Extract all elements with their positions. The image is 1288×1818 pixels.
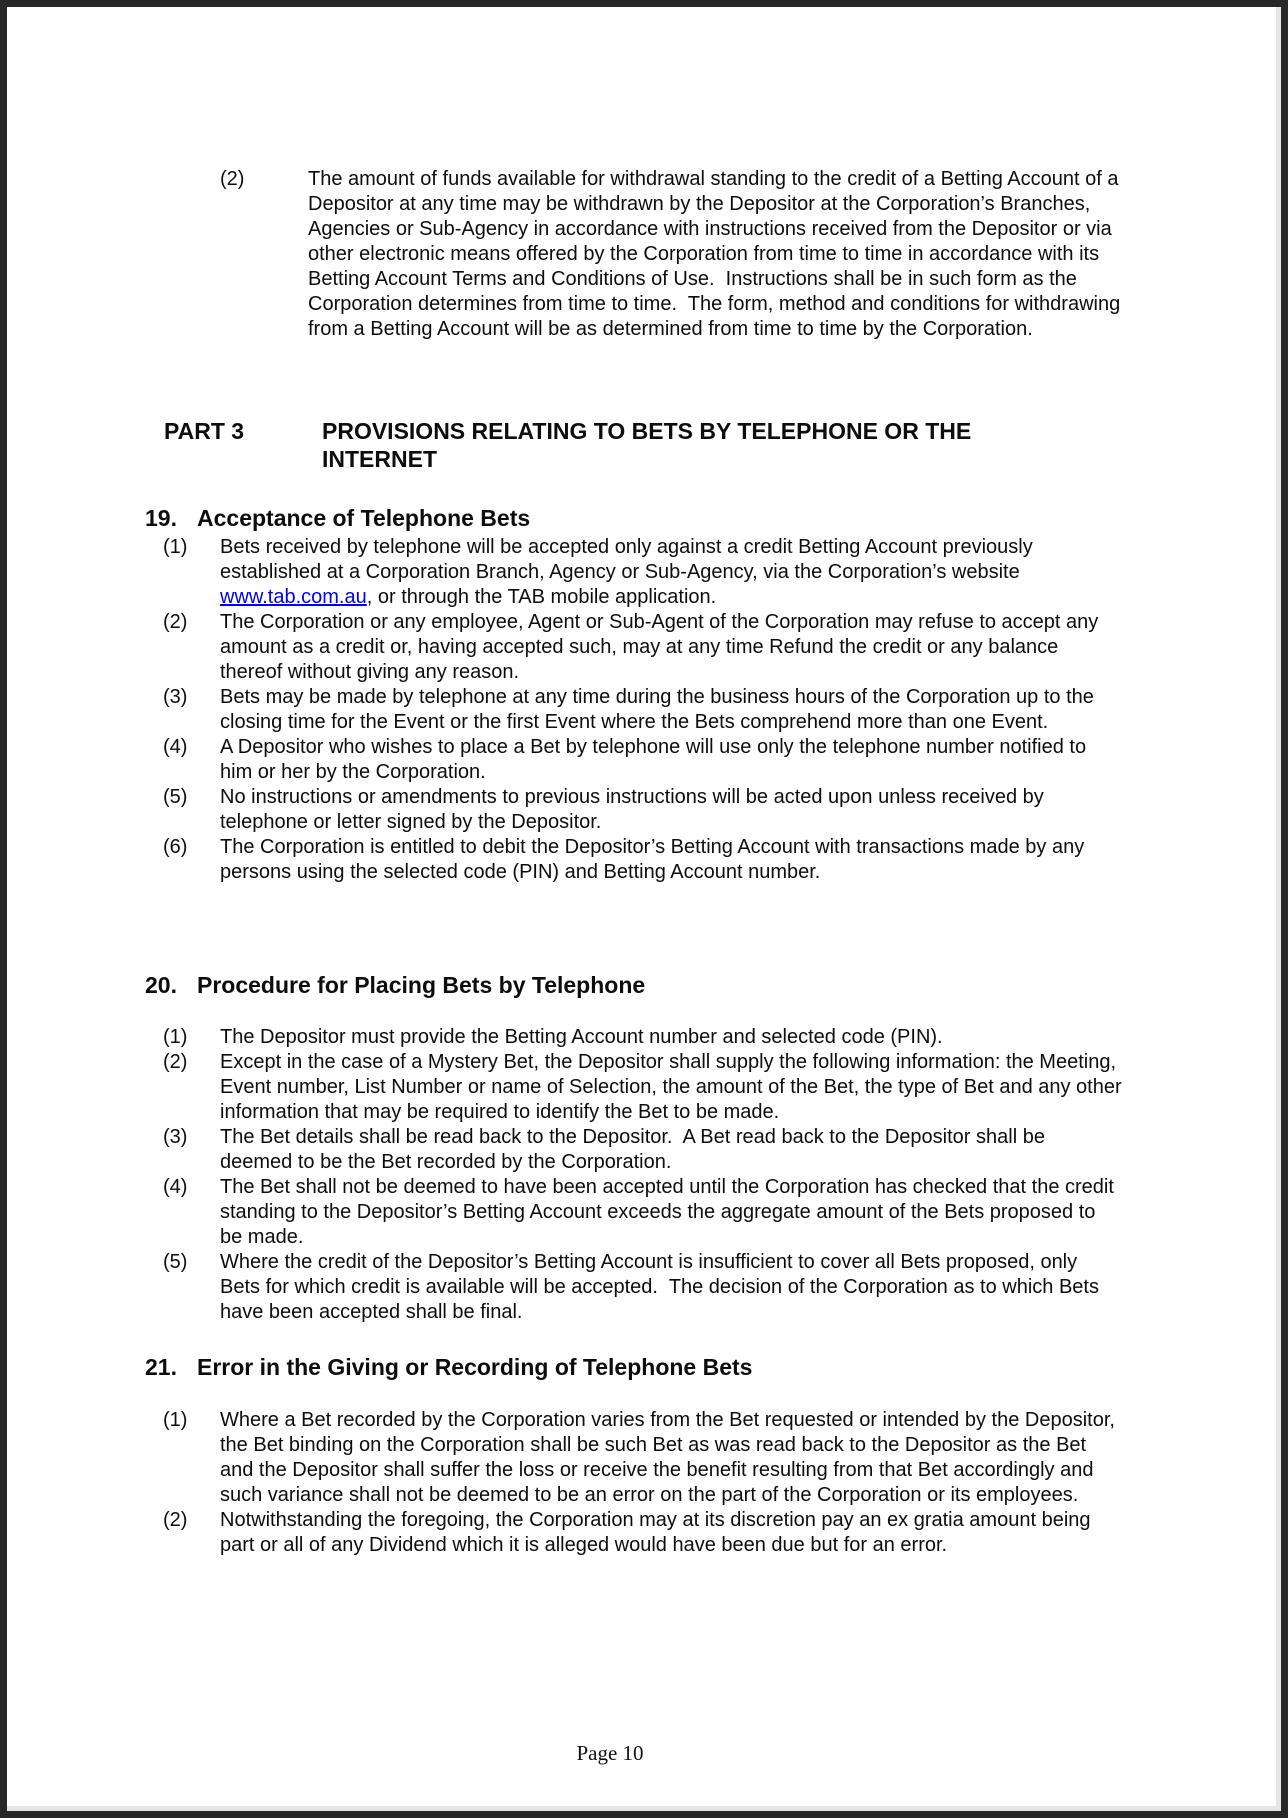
section-title: Procedure for Placing Bets by Telephone — [197, 972, 646, 998]
item-number: (5) — [163, 1251, 188, 1273]
item-number: (2) — [220, 168, 245, 190]
section-heading — [145, 971, 1281, 999]
intro-paragraph — [7, 167, 1281, 342]
list-item — [163, 1508, 1122, 1558]
page-number: Page 10 — [576, 1741, 644, 1765]
list-item — [163, 1408, 1122, 1508]
list-item — [163, 685, 1122, 735]
part-title: PROVISIONS RELATING TO BETS BY TELEPHONE OR THE INTERNET — [322, 418, 972, 472]
tab-website-link[interactable]: www.tab.com.au — [220, 586, 367, 608]
item-text-after-link: , or through the TAB mobile application. — [366, 586, 717, 608]
item-text: The Corporation is entitled to debit the Depositor’s Betting Account with transactions made by any persons using the selected code (PIN) and Betting Account number. — [220, 836, 1090, 883]
item-text: A Depositor who wishes to place a Bet by telephone will use only the telephone number notified to him or her by the Corporation. — [220, 736, 1092, 783]
section-20 — [7, 971, 1281, 1325]
item-number: (2) — [163, 611, 188, 633]
list-item — [163, 1250, 1122, 1325]
section-number: 21. — [145, 1354, 177, 1380]
item-number: (6) — [163, 836, 188, 858]
list-item — [163, 785, 1122, 835]
item-text: No instructions or amendments to previous instructions will be acted upon unless received by telephone or letter signed by the Depositor. — [220, 786, 1050, 833]
section-number: 20. — [145, 972, 177, 998]
list-item — [163, 835, 1122, 885]
item-number: (1) — [163, 1026, 188, 1048]
item-number: (3) — [163, 1126, 188, 1148]
item-text: Where a Bet recorded by the Corporation varies from the Bet requested or intended by the Depositor, the Bet binding on the Corporation shall be such Bet as was read back to the Depositor as the Bet and the Depositor shall suffer the loss or receive the benefit resulting from that Bet accordingly and such variance shall not be deemed to be an error on the part of the Corporation or its employees. — [220, 1409, 1121, 1506]
item-text: The Bet details shall be read back to the Depositor. A Bet read back to the Depositor shall be deemed to be the Bet recorded by the Corporation. — [220, 1126, 1051, 1173]
list-item — [163, 610, 1122, 685]
list-item — [163, 1175, 1122, 1250]
item-text: The amount of funds available for withdrawal standing to the credit of a Betting Account of a Depositor at any time may be withdrawn by the Depositor at the Corporation’s Branches, Agencies or Sub-Agency in accordance with instructions received from the Depositor or via other electronic means offered by the Corporation from time to time in accordance with its Betting Account Terms and Conditions of Use. Instructions shall be in such form as the Corporation determines from time to time. The form, method and conditions for withdrawing from a Betting Account will be as determined from time to time by the Corporation. — [308, 168, 1126, 340]
item-number: (1) — [163, 536, 188, 558]
item-number: (5) — [163, 786, 188, 808]
item-text: The Depositor must provide the Betting Account number and selected code (PIN). — [220, 1026, 943, 1048]
section-number: 19. — [145, 505, 177, 531]
page-footer — [7, 1741, 1213, 1766]
item-text: Notwithstanding the foregoing, the Corporation may at its discretion pay an ex gratia amount being part or all of any Dividend which it is alleged would have been due but for an error. — [220, 1509, 1097, 1556]
part-label: PART 3 — [164, 418, 245, 444]
section-21 — [7, 1353, 1281, 1558]
list-item — [163, 1125, 1122, 1175]
item-text: Bets may be made by telephone at any time during the business hours of the Corporation up to the closing time for the Event or the first Event where the Bets comprehend more than one Event. — [220, 686, 1100, 733]
list-item — [220, 167, 1126, 342]
item-text-before-link: Bets received by telephone will be accepted only against a credit Betting Account previously established at a Corporation Branch, Agency or Sub-Agency, via the Corporation’s website — [220, 536, 1039, 583]
item-number: (2) — [163, 1509, 188, 1531]
list-item — [163, 735, 1122, 785]
item-text: The Corporation or any employee, Agent or Sub-Agent of the Corporation may refuse to accept any amount as a credit or, having accepted such, may at any time Refund the credit or any balance thereof without giving any reason. — [220, 611, 1104, 683]
list-item — [163, 1050, 1128, 1125]
item-text: Except in the case of a Mystery Bet, the Depositor shall supply the following information: the Meeting, Event number, List Number or name of Selection, the amount of the Bet, the type of Bet and any other information that may be required to identify the Bet to be made. — [220, 1051, 1128, 1123]
list-item — [163, 535, 1122, 610]
section-heading — [145, 504, 1281, 532]
section-heading — [145, 1353, 1281, 1381]
item-number: (1) — [163, 1409, 188, 1431]
section-19 — [7, 504, 1281, 885]
section-title: Error in the Giving or Recording of Telephone Bets — [197, 1354, 753, 1380]
item-number: (2) — [163, 1051, 188, 1073]
item-text: Where the credit of the Depositor’s Betting Account is insufficient to cover all Bets proposed, only Bets for which credit is available will be accepted. The decision of the Corporation as to which Bets have been accepted shall be final. — [220, 1251, 1105, 1323]
item-number: (4) — [163, 1176, 188, 1198]
item-text: The Bet shall not be deemed to have been accepted until the Corporation has checked that the credit standing to the Depositor’s Betting Account exceeds the aggregate amount of the Bets proposed to be made. — [220, 1176, 1120, 1248]
list-item — [163, 1025, 1122, 1050]
item-number: (4) — [163, 736, 188, 758]
section-title: Acceptance of Telephone Bets — [197, 505, 531, 531]
item-text — [220, 535, 1122, 610]
item-number: (3) — [163, 686, 188, 708]
part-heading — [7, 417, 1281, 473]
